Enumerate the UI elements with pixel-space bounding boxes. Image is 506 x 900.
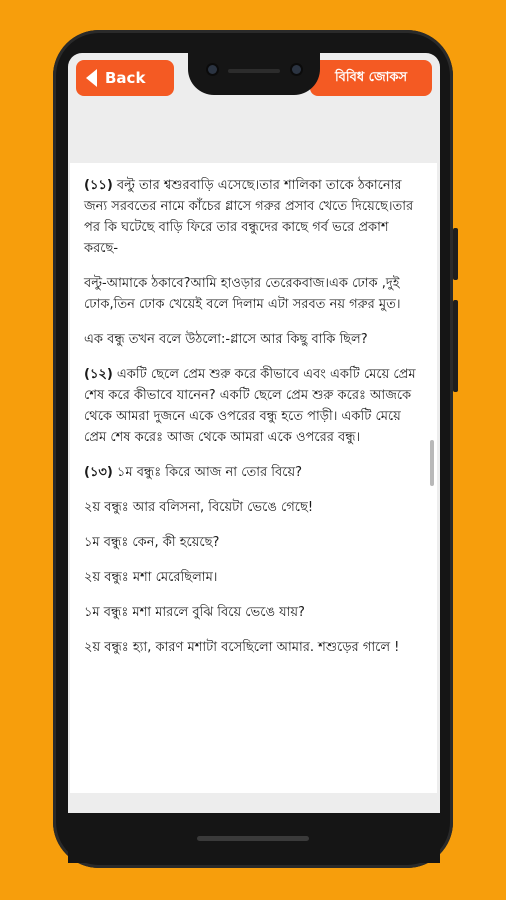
power-button [453, 228, 458, 280]
front-sensor-icon [292, 65, 301, 74]
joke-text: ২য় বন্ধুঃ হ্যা, কারণ মশাটা বসেছিলো আমার. শশুড়ের গালে ! [84, 640, 400, 655]
joke-number: (১৩) [84, 465, 113, 480]
earpiece-speaker [228, 69, 280, 73]
joke-text: ১ম বন্ধুঃ কেন, কী হয়েছে? [84, 535, 220, 550]
joke-paragraph [84, 637, 423, 658]
back-arrow-icon [86, 69, 97, 87]
joke-paragraph [84, 462, 423, 483]
joke-content-panel[interactable] [70, 163, 437, 793]
joke-text: ২য় বন্ধুঃ আর বলিসনা, বিয়েটা ভেঙে গেছে! [84, 500, 314, 515]
joke-text: ২য় বন্ধুঃ মশা মেরেছিলাম। [84, 570, 218, 585]
category-title-label: বিবিধ জোকস [334, 69, 408, 85]
joke-paragraph [84, 532, 423, 553]
back-button-label: Back [105, 69, 146, 87]
joke-paragraph [84, 364, 423, 448]
joke-text: বল্টু-আমাকে ঠকাবে?আমি হাওড়ার তেরেকবাজ।এক ঢোক ,দুই ঢোক,তিন ঢোক খেয়েই বলে দিলাম এটা সরবত নয় গরুর মুত। [84, 276, 401, 312]
joke-paragraph [84, 329, 423, 350]
joke-paragraph [84, 497, 423, 518]
joke-paragraph [84, 175, 423, 259]
joke-text: ১ম বন্ধুঃ কিরে আজ না তোর বিয়ে? [112, 465, 303, 480]
joke-text: বল্টু তার শ্বশুরবাড়ি এসেছে।তার শালিকা তাকে ঠকানোর জন্য সরবতের নামে কাঁচের গ্লাসে গরুর প্রসাব খেতে দিয়েছে।তার পর কি ঘটেছে বাড়ি ফিরে তার বন্ধুদের কাছে গর্ব ভরে প্রকাশ করছে- [84, 178, 414, 256]
camera-notch [188, 45, 320, 95]
joke-text: ১ম বন্ধুঃ মশা মারলে বুঝি বিয়ে ভেঙে যায়? [84, 605, 305, 620]
home-indicator[interactable] [197, 836, 309, 841]
volume-button [453, 300, 458, 392]
joke-paragraph [84, 602, 423, 623]
joke-paragraph [84, 273, 423, 315]
content-scrollbar[interactable] [430, 440, 434, 486]
joke-text: এক বন্ধু তখন বলে উঠলো:-গ্লাসে আর কিছু বাকি ছিল? [84, 332, 368, 347]
joke-text: একটি ছেলে প্রেম শুরু করে কীভাবে এবং একটি মেয়ে প্রেম শেষ করে কীভাবে যানেন? একটি ছেলে প্রেম শুরু করেঃ আজকে থেকে আমরা দুজনে একে ওপরের বন্ধু হতে পাড়ী। একটি মেয়ে প্রেম শেষ করেঃ আজ থেকে আমরা একে ওপরের বন্ধু। [84, 367, 416, 445]
category-title-button[interactable] [310, 60, 432, 96]
joke-number: (১২) [84, 367, 113, 382]
joke-number: (১১) [84, 178, 113, 193]
back-button[interactable] [76, 60, 174, 96]
front-camera-icon [208, 65, 217, 74]
joke-paragraph [84, 567, 423, 588]
